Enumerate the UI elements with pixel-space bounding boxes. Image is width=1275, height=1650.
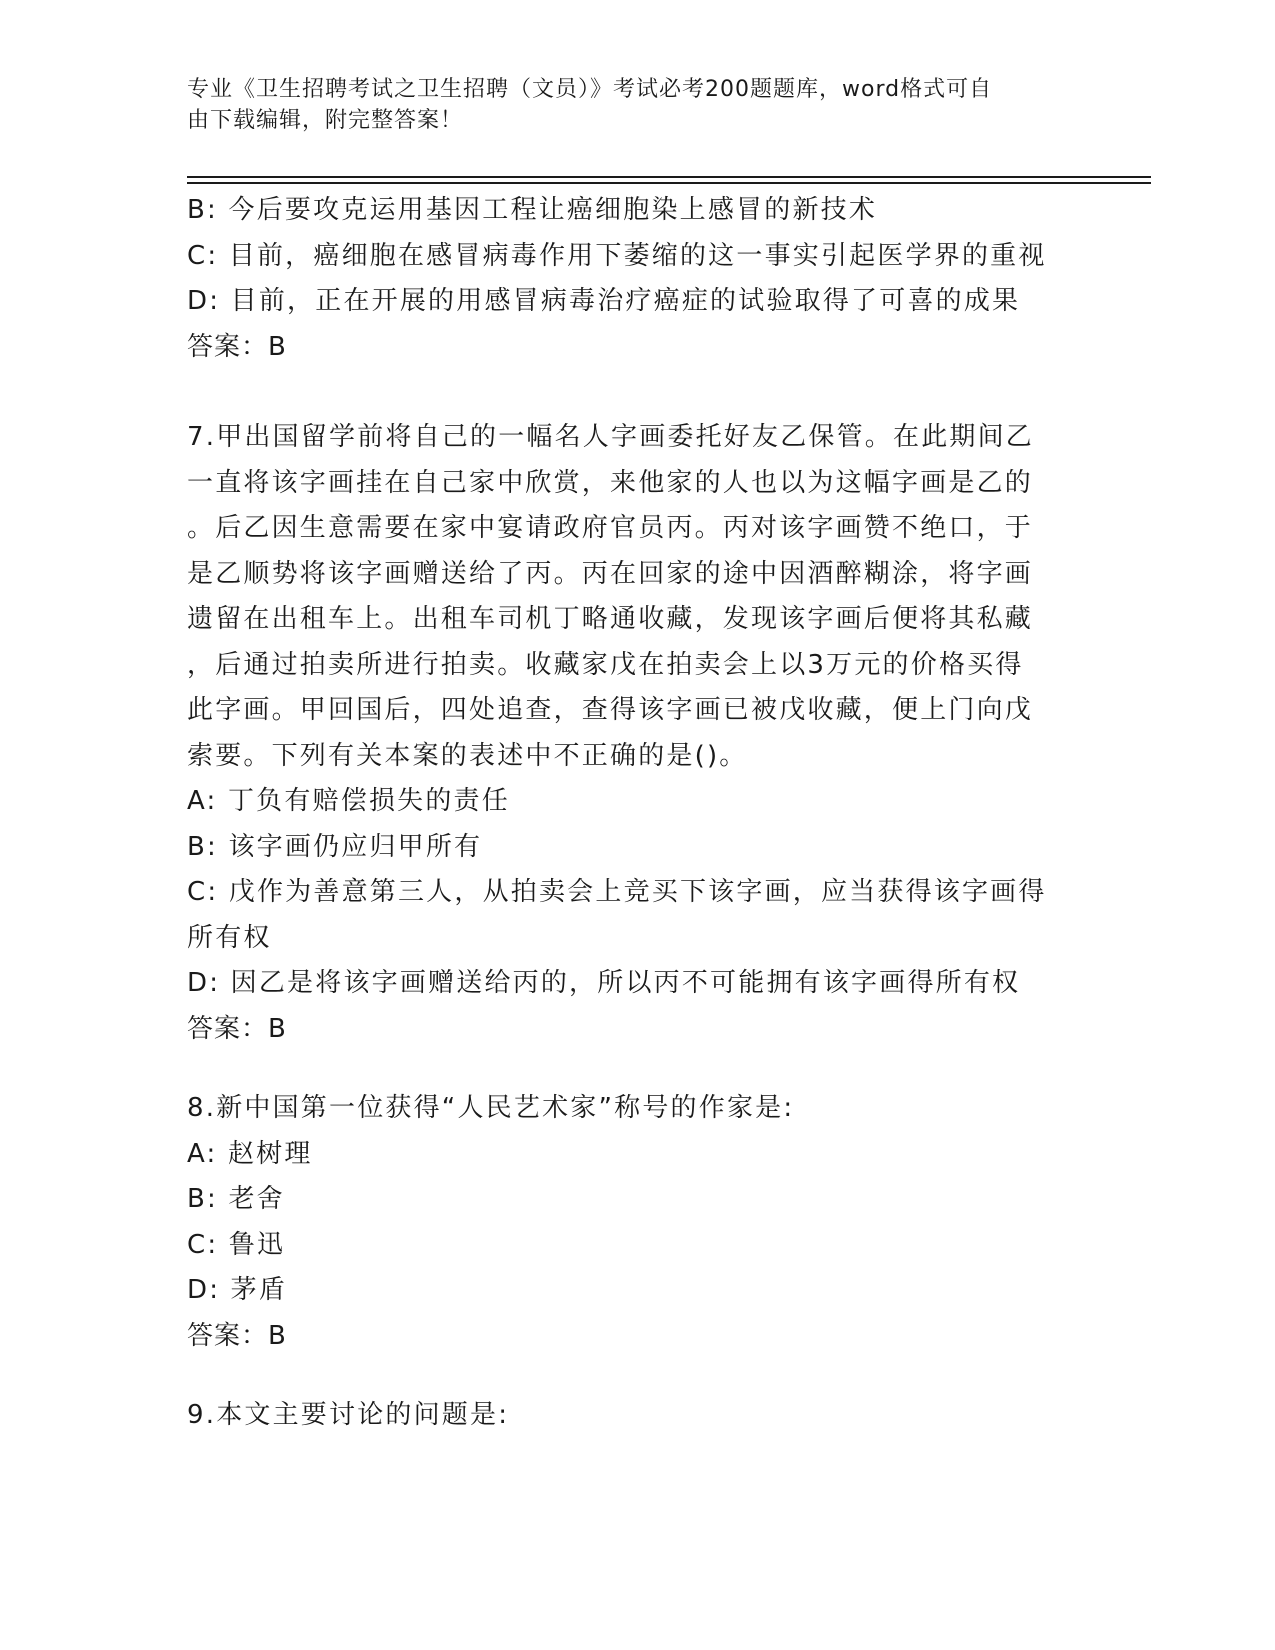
- q7-option-a: A: 丁负有赔偿损失的责任: [187, 786, 510, 816]
- header-line-1: 专业《卫生招聘考试之卫生招聘（文员）》考试必考200题题库，word格式可自: [187, 77, 993, 102]
- q7-stem-line: 7.甲出国留学前将自己的一幅名人字画委托好友乙保管。在此期间乙: [187, 422, 1035, 452]
- question-content: [187, 188, 1087, 1439]
- header-line-2: 由下载编辑，附完整答案！: [187, 108, 464, 133]
- question-7: [187, 415, 1087, 1052]
- question-6-tail: [187, 188, 1087, 370]
- q9-stem: 9.本文主要讨论的问题是:: [187, 1400, 510, 1430]
- q8-option-a: A: 赵树理: [187, 1138, 313, 1169]
- q6-option-c: C: 目前，癌细胞在感冒病毒作用下萎缩的这一事实引起医学界的重视: [187, 240, 1047, 271]
- q7-option-c-continued: 所有权: [187, 922, 272, 953]
- q7-stem-line: 。后乙因生意需要在家中宴请政府官员丙。丙对该字画赞不绝口，于: [187, 513, 1034, 543]
- q7-stem-line: 此字画。甲回国后，四处追查，查得该字画已被戊收藏，便上门向戊: [187, 695, 1034, 725]
- q6-option-b: B: 今后要攻克运用基因工程让癌细胞染上感冒的新技术: [187, 195, 878, 225]
- header-rule-top: [187, 176, 1151, 178]
- q7-stem-line: 是乙顺势将该字画赠送给了丙。丙在回家的途中因酒醉糊涂，将字画: [187, 558, 1034, 589]
- q7-stem-line: 一直将该字画挂在自己家中欣赏，来他家的人也以为这幅字画是乙的: [187, 467, 1034, 498]
- q8-option-c: C: 鲁迅: [187, 1229, 286, 1260]
- spacer: [187, 1052, 1087, 1086]
- header-rule-bottom: [187, 182, 1151, 184]
- q7-option-c: C: 戊作为善意第三人，从拍卖会上竞买下该字画，应当获得该字画得: [187, 877, 1047, 907]
- q8-stem: 8.新中国第一位获得“人民艺术家”称号的作家是:: [187, 1093, 795, 1123]
- q7-answer: 答案：B: [187, 1013, 287, 1044]
- q7-stem-line: 遗留在出租车上。出租车司机丁略通收藏，发现该字画后便将其私藏: [187, 604, 1034, 634]
- q6-answer: 答案：B: [187, 331, 287, 362]
- q7-stem-line: ，后通过拍卖所进行拍卖。收藏家戊在拍卖会上以3万元的价格买得: [187, 649, 1024, 680]
- question-9: [187, 1393, 1087, 1439]
- spacer: [187, 370, 1087, 415]
- q8-answer: 答案：B: [187, 1320, 287, 1351]
- q6-option-d: D: 目前，正在开展的用感冒病毒治疗癌症的试验取得了可喜的成果: [187, 286, 1021, 316]
- question-8: [187, 1086, 1087, 1359]
- spacer: [187, 1359, 1087, 1393]
- document-header: [187, 74, 1067, 136]
- q8-option-d: D: 茅盾: [187, 1275, 288, 1305]
- q8-option-b: B: 老舍: [187, 1184, 285, 1214]
- q7-option-b: B: 该字画仍应归甲所有: [187, 831, 483, 862]
- q7-stem-line: 索要。下列有关本案的表述中不正确的是()。: [187, 740, 748, 771]
- q7-option-d: D: 因乙是将该字画赠送给丙的，所以丙不可能拥有该字画得所有权: [187, 968, 1021, 998]
